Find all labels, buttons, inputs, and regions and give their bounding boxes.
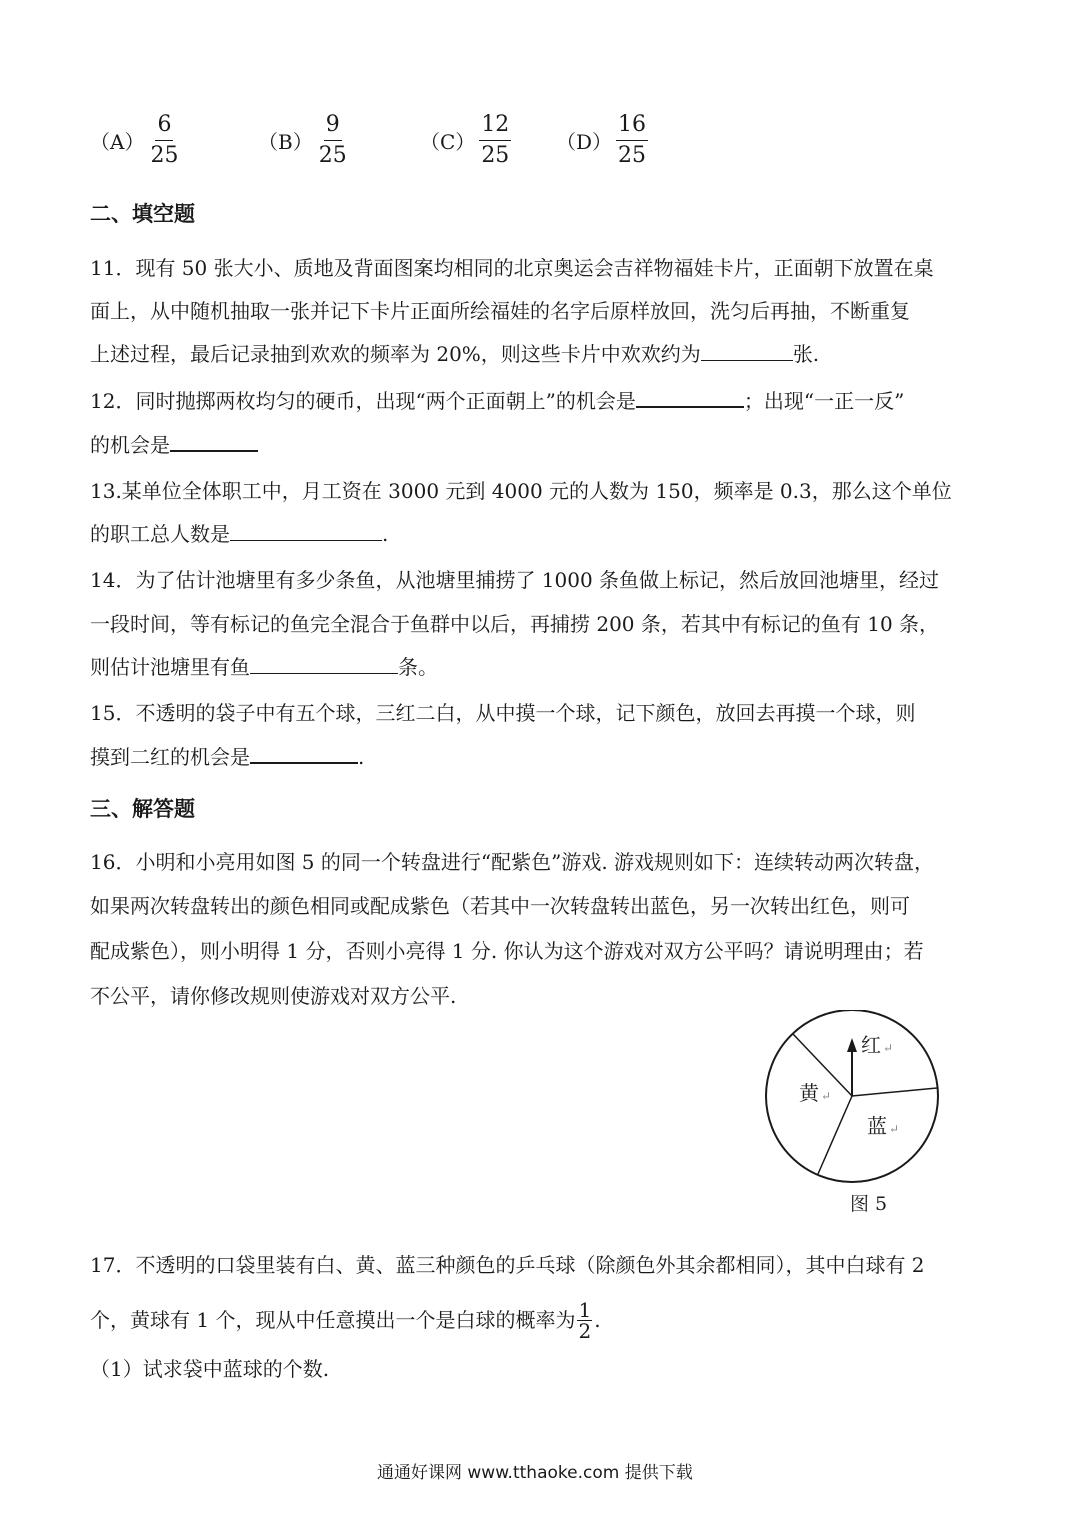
q14-line-3-text: 则估计池塘里有鱼 (90, 655, 250, 679)
q16-line-4: 不公平，请你修改规则使游戏对双方公平. (90, 984, 457, 1008)
spinner-figure (755, 1010, 955, 1190)
q14-answer-blank[interactable] (250, 655, 398, 674)
spinner-label-red: 红 (861, 1033, 881, 1057)
option-a-numerator: 6 (155, 112, 173, 141)
q16-line-1: 16．小明和小亮用如图 5 的同一个转盘进行“配紫色”游戏. 游戏规则如下：连续转动两次转盘， (90, 850, 935, 874)
page-footer: 通通好课网 www.tthaoke.com 提供下载 (377, 1463, 693, 1483)
q13-line-2-tail: . (382, 522, 389, 546)
option-c-numerator: 12 (479, 112, 511, 141)
option-b-label: （B） (258, 130, 313, 154)
option-d-numerator: 16 (616, 112, 648, 141)
paragraph-mark-icon: ↵ (883, 1041, 894, 1055)
q13-line-1: 13.某单位全体职工中，月工资在 3000 元到 4000 元的人数为 150，频率是 0.3，那么这个单位 (90, 479, 952, 503)
q11-answer-blank[interactable] (701, 342, 793, 361)
option-d-denominator: 25 (618, 143, 647, 168)
q11-line-1: 11．现有 50 张大小、质地及背面图案均相同的北京奥运会吉祥物福娃卡片，正面朝下放置在桌 (90, 256, 934, 280)
q17-fraction-denominator: 2 (578, 1318, 592, 1343)
option-c-denominator: 25 (481, 143, 510, 168)
spinner-label-yellow: 黄 (799, 1081, 819, 1105)
paragraph-mark-icon: ↵ (821, 1089, 832, 1103)
option-a (90, 112, 180, 169)
q16-line-2: 如果两次转盘转出的颜色相同或配成紫色（若其中一次转盘转出蓝色，另一次转出红色，则可 (90, 894, 910, 918)
paragraph-mark-icon: ↵ (889, 1122, 900, 1136)
section-3-title: 三、解答题 (90, 797, 195, 821)
q17-line-2-tail: . (594, 1308, 601, 1332)
q12-line-1-text: 12．同时抛掷两枚均匀的硬币，出现“两个正面朝上”的机会是 (90, 389, 636, 413)
option-a-label: （A） (90, 130, 145, 154)
q15-line-2-tail: . (358, 745, 365, 769)
q12-answer-blank-2[interactable] (170, 432, 258, 452)
spinner-divider-3 (818, 1096, 852, 1174)
q17-line-2 (90, 1297, 601, 1343)
q17-line-1: 17．不透明的口袋里装有白、黄、蓝三种颜色的乒乓球（除颜色外其余都相同），其中白球有 2 (90, 1253, 925, 1277)
option-b-denominator: 25 (318, 143, 347, 168)
q12-line-1 (90, 388, 904, 414)
q17-fraction (577, 1297, 592, 1343)
option-b-numerator: 9 (324, 112, 342, 141)
q15-answer-blank[interactable] (250, 744, 358, 764)
option-c-fraction (479, 112, 511, 169)
option-a-denominator: 25 (150, 143, 179, 168)
q17-sub-1: （1）试求袋中蓝球的个数. (90, 1357, 330, 1381)
q14-line-3 (90, 654, 438, 680)
spinner-label-blue: 蓝 (867, 1114, 887, 1138)
q12-answer-blank-1[interactable] (636, 388, 744, 408)
spinner-arrow-icon (847, 1038, 857, 1052)
q15-line-2 (90, 744, 364, 770)
option-b (258, 112, 349, 169)
q15-line-1: 15．不透明的袋子中有五个球，三红二白，从中摸一个球，记下颜色，放回去再摸一个球，则 (90, 701, 916, 725)
figure-caption: 图 5 (850, 1193, 888, 1215)
q11-line-3-text: 上述过程，最后记录抽到欢欢的频率为 20%，则这些卡片中欢欢约为 (90, 342, 701, 366)
q11-line-3 (90, 341, 819, 367)
q12-line-1-tail: ；出现“一正一反” (743, 389, 905, 413)
q11-line-3-tail: 张. (792, 342, 820, 366)
q17-fraction-numerator: 1 (578, 1297, 592, 1322)
option-d-fraction (616, 112, 648, 169)
q12-line-2 (90, 432, 258, 458)
option-a-fraction (148, 112, 180, 169)
q14-line-1: 14．为了估计池塘里有多少条鱼，从池塘里捕捞了 1000 条鱼做上标记，然后放回池塘里，经过 (90, 568, 940, 592)
option-d-label: （D） (556, 130, 613, 154)
q12-line-2-text: 的机会是 (90, 433, 170, 457)
q16-line-3: 配成紫色），则小明得 1 分，否则小亮得 1 分. 你认为这个游戏对双方公平吗？请说明理由；若 (90, 939, 924, 963)
q11-line-2: 面上，从中随机抽取一张并记下卡片正面所绘福娃的名字后原样放回，洗匀后再抽，不断重复 (90, 299, 910, 323)
q13-line-2 (90, 521, 388, 547)
q14-line-2: 一段时间，等有标记的鱼完全混合于鱼群中以后，再捕捞 200 条，若其中有标记的鱼有 10 条， (90, 612, 940, 636)
q13-line-2-text: 的职工总人数是 (90, 522, 230, 546)
q13-answer-blank[interactable] (230, 522, 382, 541)
option-b-fraction (317, 112, 349, 169)
q15-line-2-text: 摸到二红的机会是 (90, 745, 250, 769)
option-c-label: （C） (420, 130, 476, 154)
option-d (556, 112, 648, 169)
q14-line-3-tail: 条。 (398, 655, 438, 679)
spinner-divider-2 (852, 1088, 937, 1096)
option-c (420, 112, 511, 169)
section-2-title: 二、填空题 (90, 202, 195, 226)
q17-line-2-text: 个，黄球有 1 个，现从中任意摸出一个是白球的概率为 (90, 1308, 576, 1332)
